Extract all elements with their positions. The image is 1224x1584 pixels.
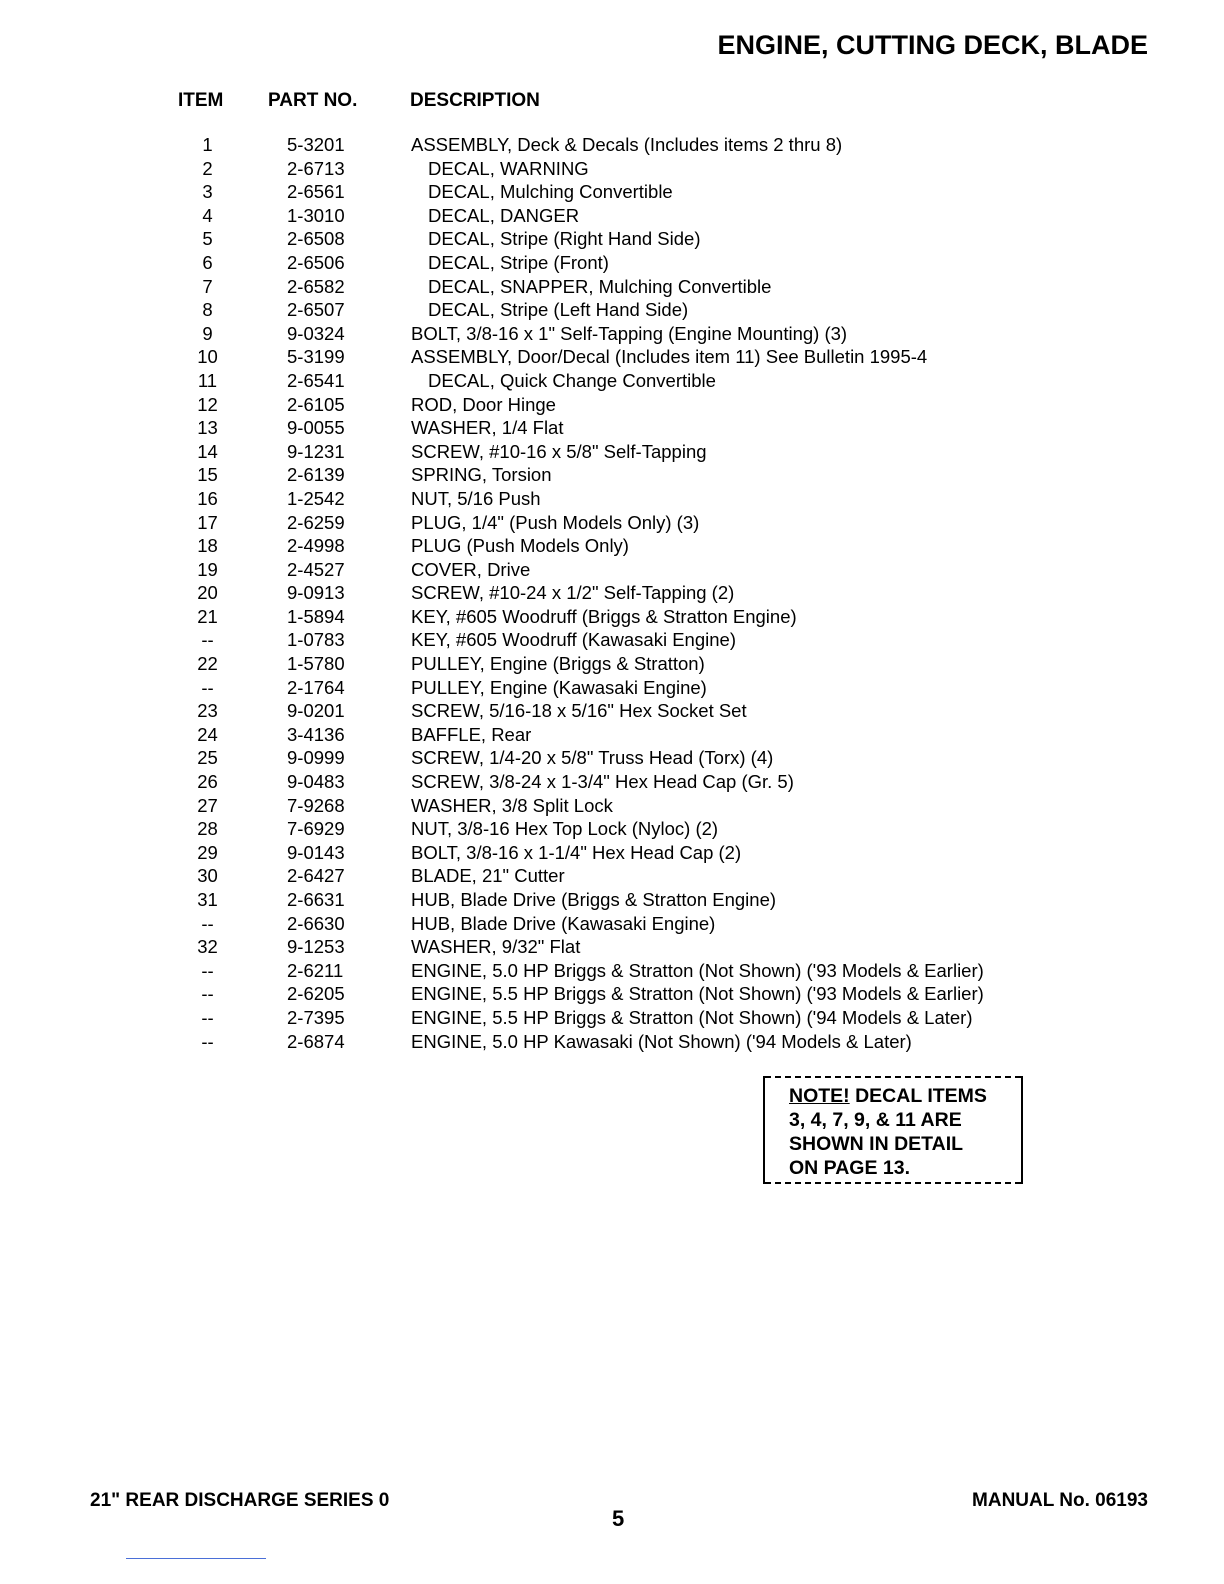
part-description: DECAL, Mulching Convertible [428,181,673,203]
item-number: 5 [202,228,213,250]
page-title: ENGINE, CUTTING DECK, BLADE [717,30,1148,60]
item-number: 9 [202,322,213,344]
column-header-description: DESCRIPTION [410,90,540,111]
table-row [0,770,1224,794]
part-number: 2-6582 [287,275,345,297]
table-row [0,251,1224,275]
part-number: 5-3201 [287,134,345,155]
part-description: BOLT, 3/8-16 x 1" Self-Tapping (Engine Mounting) (3) [411,322,848,344]
table-row [0,463,1224,487]
part-number: 9-0324 [287,322,345,344]
part-description: ROD, Door Hinge [411,393,556,415]
table-row [0,864,1224,888]
part-description: NUT, 5/16 Push [411,487,541,509]
part-description: HUB, Blade Drive (Kawasaki Engine) [411,912,716,934]
part-number: 1-5780 [287,653,345,675]
part-number: 7-9268 [287,794,345,816]
column-header-part-no: PART NO. [268,90,358,111]
table-row [0,204,1224,228]
item-number: 25 [197,747,218,769]
part-number: 7-6929 [287,818,345,840]
part-number: 2-6205 [287,983,345,1005]
item-number: 2 [202,157,213,179]
item-number: 1 [202,134,213,155]
item-number: 8 [202,299,213,321]
item-number: 32 [197,936,218,958]
part-description: PLUG (Push Models Only) [411,535,629,557]
part-number: 9-0143 [287,841,345,863]
item-number: -- [201,1030,214,1052]
note-text [789,1084,1015,1180]
table-row [0,699,1224,723]
table-row [0,746,1224,770]
item-number: 18 [197,535,218,557]
item-number: -- [201,629,214,651]
part-description: COVER, Drive [411,558,531,580]
part-description: SCREW, #10-24 x 1/2" Self-Tapping (2) [411,582,735,604]
part-description: WASHER, 3/8 Split Lock [411,794,613,816]
part-description: ENGINE, 5.0 HP Kawasaki (Not Shown) ('94 Models & Later) [411,1030,912,1052]
table-row [0,416,1224,440]
table-row [0,581,1224,605]
part-number: 9-0483 [287,771,345,793]
table-row [0,227,1224,251]
table-row [0,487,1224,511]
item-number: 10 [197,346,218,368]
part-description: SCREW, #10-16 x 5/8" Self-Tapping [411,440,707,462]
item-number: 30 [197,865,218,887]
item-number: 17 [197,511,218,533]
part-description: NUT, 3/8-16 Hex Top Lock (Nyloc) (2) [411,818,719,840]
table-row [0,1030,1224,1054]
part-description: BOLT, 3/8-16 x 1-1/4" Hex Head Cap (2) [411,841,742,863]
note-label: NOTE! [789,1085,850,1107]
table-row [0,133,1224,157]
part-number: 2-6713 [287,157,345,179]
part-number: 9-0055 [287,417,345,439]
item-number: 26 [197,771,218,793]
part-number: 2-4998 [287,535,345,557]
part-number: 2-6105 [287,393,345,415]
part-number: 3-4136 [287,723,345,745]
part-description: WASHER, 1/4 Flat [411,417,564,439]
item-number: 23 [197,700,218,722]
part-description: HUB, Blade Drive (Briggs & Stratton Engine) [411,889,777,910]
part-number: 1-0783 [287,629,345,651]
note-line-3: SHOWN IN DETAIL [789,1133,964,1155]
part-number: 2-6541 [287,369,345,391]
item-number: 7 [202,275,213,297]
table-row [0,157,1224,181]
table-row [0,794,1224,818]
part-description: SCREW, 5/16-18 x 5/16" Hex Socket Set [411,700,747,722]
part-description: BLADE, 21" Cutter [411,865,565,887]
table-row [0,935,1224,959]
part-number: 2-6631 [287,889,345,910]
table-row [0,888,1224,912]
note-box-bottom-border [765,1182,1021,1184]
part-number: 2-6874 [287,1030,345,1052]
table-row [0,275,1224,299]
item-number: 14 [197,440,218,462]
part-description: ASSEMBLY, Door/Decal (Includes item 11) See Bulletin 1995-4 [411,346,928,368]
part-description: ASSEMBLY, Deck & Decals (Includes items 2 thru 8) [411,134,843,155]
table-row [0,723,1224,747]
table-row [0,676,1224,700]
footer-manual-number: MANUAL No. 06193 [972,1490,1148,1511]
item-number: 31 [197,889,218,910]
item-number: 19 [197,558,218,580]
item-number: 6 [202,251,213,273]
part-number: 2-1764 [287,676,345,698]
item-number: 13 [197,417,218,439]
table-row [0,440,1224,464]
part-number: 9-1231 [287,440,345,462]
part-number: 9-0999 [287,747,345,769]
part-number: 2-7395 [287,1006,345,1028]
table-row [0,345,1224,369]
column-header-item: ITEM [178,90,224,111]
part-number: 1-2542 [287,487,345,509]
part-number: 9-0201 [287,700,345,722]
table-row [0,959,1224,983]
table-row [0,298,1224,322]
part-description: PULLEY, Engine (Briggs & Stratton) [411,653,705,675]
item-number: 20 [197,582,218,604]
part-number: 9-0913 [287,582,345,604]
part-number: 2-4527 [287,558,345,580]
part-description: KEY, #605 Woodruff (Briggs & Stratton Engine) [411,605,797,627]
part-number: 2-6630 [287,912,345,934]
table-row [0,511,1224,535]
part-description: SCREW, 3/8-24 x 1-3/4" Hex Head Cap (Gr. 5) [411,771,794,793]
part-description: DECAL, Stripe (Front) [428,251,609,273]
part-description: SCREW, 1/4-20 x 5/8" Truss Head (Torx) (4) [411,747,774,769]
part-description: ENGINE, 5.0 HP Briggs & Stratton (Not Shown) ('93 Models & Earlier) [411,959,984,981]
item-number: 11 [197,369,218,391]
part-description: ENGINE, 5.5 HP Briggs & Stratton (Not Shown) ('94 Models & Later) [411,1006,973,1028]
part-description: KEY, #605 Woodruff (Kawasaki Engine) [411,629,736,651]
page-number: 5 [612,1506,625,1531]
item-number: -- [201,1006,214,1028]
item-number: 21 [197,605,218,627]
part-description: SPRING, Torsion [411,464,552,486]
part-number: 2-6139 [287,464,345,486]
item-number: 4 [202,204,213,226]
part-description: DECAL, Quick Change Convertible [428,369,716,391]
part-number: 2-6508 [287,228,345,250]
item-number: -- [201,959,214,981]
item-number: 24 [197,723,218,745]
table-row [0,534,1224,558]
footer-model: 21" REAR DISCHARGE SERIES 0 [90,1490,390,1511]
part-number: 1-5894 [287,605,345,627]
part-number: 2-6259 [287,511,345,533]
item-number: 16 [197,487,218,509]
table-row [0,628,1224,652]
item-number: 28 [197,818,218,840]
table-row [0,982,1224,1006]
part-description: WASHER, 9/32" Flat [411,936,581,958]
note-box-top-border [765,1076,1021,1078]
table-row [0,841,1224,865]
part-number: 9-1253 [287,936,345,958]
part-description: ENGINE, 5.5 HP Briggs & Stratton (Not Shown) ('93 Models & Earlier) [411,983,984,1005]
part-description: DECAL, Stripe (Left Hand Side) [428,299,689,321]
part-description: DECAL, DANGER [428,204,580,226]
footer-rule [126,1558,266,1559]
part-description: BAFFLE, Rear [411,723,532,745]
note-line-2: 3, 4, 7, 9, & 11 ARE [789,1109,962,1131]
note-line-1: DECAL ITEMS [849,1085,987,1107]
table-row [0,369,1224,393]
item-number: -- [201,676,214,698]
part-description: DECAL, SNAPPER, Mulching Convertible [428,275,772,297]
part-description: PULLEY, Engine (Kawasaki Engine) [411,676,707,698]
item-number: 27 [197,794,218,816]
table-row [0,605,1224,629]
item-number: 22 [197,653,218,675]
part-description: DECAL, Stripe (Right Hand Side) [428,228,701,250]
item-number: 15 [197,464,218,486]
part-number: 2-6507 [287,299,345,321]
parts-list [0,133,1224,1053]
part-number: 5-3199 [287,346,345,368]
table-row [0,180,1224,204]
table-row [0,322,1224,346]
item-number: -- [201,983,214,1005]
table-row [0,393,1224,417]
table-row [0,912,1224,936]
item-number: 3 [202,181,213,203]
item-number: -- [201,912,214,934]
table-row [0,558,1224,582]
part-number: 2-6211 [287,959,344,981]
part-description: DECAL, WARNING [428,157,589,179]
table-row [0,652,1224,676]
part-number: 1-3010 [287,204,345,226]
part-number: 2-6561 [287,181,345,203]
part-description: PLUG, 1/4" (Push Models Only) (3) [411,511,700,533]
table-row [0,1006,1224,1030]
item-number: 29 [197,841,218,863]
part-number: 2-6506 [287,251,345,273]
note-box [763,1076,1023,1184]
table-row [0,817,1224,841]
note-line-4: ON PAGE 13. [789,1157,911,1179]
part-number: 2-6427 [287,865,345,887]
item-number: 12 [197,393,218,415]
